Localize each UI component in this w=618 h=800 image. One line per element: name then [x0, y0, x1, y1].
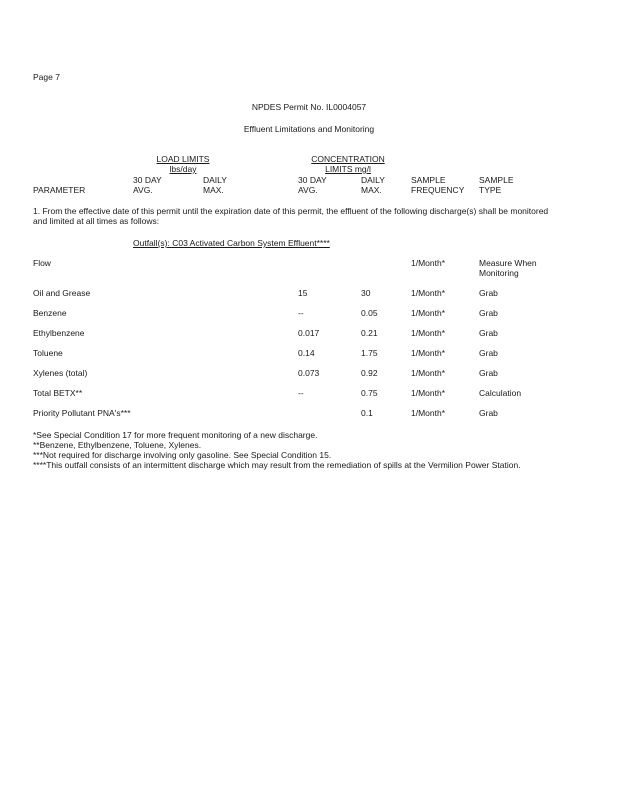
- row-sample-type: Grab: [479, 408, 498, 418]
- row-30day-avg: 0.073: [298, 368, 320, 378]
- page-label: Page 7: [33, 72, 60, 82]
- row-frequency: 1/Month*: [411, 408, 446, 418]
- row-daily-max: 0.92: [361, 368, 378, 378]
- conc-30day-header: 30 DAY: [298, 175, 327, 185]
- load-daily-header: DAILY: [203, 175, 227, 185]
- row-frequency: 1/Month*: [411, 258, 446, 268]
- row-daily-max: 0.21: [361, 328, 378, 338]
- sample-frequency-header: SAMPLE: [411, 175, 446, 185]
- sample-type-sub: TYPE: [479, 185, 502, 195]
- row-30day-avg: 0.017: [298, 328, 320, 338]
- permit-title: NPDES Permit No. IL0004057: [251, 102, 367, 112]
- row-frequency: 1/Month*: [411, 328, 446, 338]
- row-daily-max: 0.75: [361, 388, 378, 398]
- row-parameter: Oil and Grease: [33, 288, 91, 298]
- parameter-header: PARAMETER: [33, 185, 86, 195]
- row-sample-type: Grab: [479, 288, 498, 298]
- conc-daily-sub: MAX.: [361, 185, 382, 195]
- row-frequency: 1/Month*: [411, 288, 446, 298]
- row-frequency: 1/Month*: [411, 348, 446, 358]
- page-subtitle: Effluent Limitations and Monitoring: [243, 124, 375, 134]
- concentration-units: LIMITS mg/l: [325, 164, 371, 174]
- sample-frequency-sub: FREQUENCY: [411, 185, 465, 195]
- row-parameter: Priority Pollutant PNA's***: [33, 408, 131, 418]
- intro-line-1: 1. From the effective date of this permit until the expiration date of this permit, the effluent of the following discharge(s) shall be monitored: [33, 206, 549, 216]
- row-daily-max: 30: [361, 288, 371, 298]
- row-30day-avg: 15: [298, 288, 308, 298]
- row-parameter: Total BETX**: [33, 388, 83, 398]
- row-frequency: 1/Month*: [411, 308, 446, 318]
- row-daily-max: 0.05: [361, 308, 378, 318]
- load-units: lbs/day: [169, 164, 197, 174]
- sample-type-header: SAMPLE: [479, 175, 514, 185]
- row-daily-max: 1.75: [361, 348, 378, 358]
- footnote: *See Special Condition 17 for more frequent monitoring of a new discharge.: [33, 430, 318, 440]
- load-limits-heading: LOAD LIMITS: [156, 154, 210, 164]
- row-frequency: 1/Month*: [411, 368, 446, 378]
- conc-30day-sub: AVG.: [298, 185, 318, 195]
- outfall-title: Outfall(s): C03 Activated Carbon System Effluent****: [133, 238, 330, 248]
- intro-line-2: and limited at all times as follows:: [33, 216, 160, 226]
- footnote: **Benzene, Ethylbenzene, Toluene, Xylenes.: [33, 440, 202, 450]
- footnote: ***Not required for discharge involving only gasoline. See Special Condition 15.: [33, 450, 332, 460]
- row-parameter: Xylenes (total): [33, 368, 88, 378]
- row-daily-max: 0.1: [361, 408, 373, 418]
- conc-daily-header: DAILY: [361, 175, 385, 185]
- row-sample-type: Grab: [479, 308, 498, 318]
- row-sample-type: Calculation: [479, 388, 522, 398]
- load-30day-header: 30 DAY: [133, 175, 162, 185]
- row-parameter: Benzene: [33, 308, 67, 318]
- row-30day-avg: 0.14: [298, 348, 315, 358]
- row-30day-avg: --: [298, 388, 304, 398]
- load-30day-sub: AVG.: [133, 185, 153, 195]
- row-sample-type: Grab: [479, 348, 498, 358]
- row-sample-type: Grab: [479, 368, 498, 378]
- row-frequency: 1/Month*: [411, 388, 446, 398]
- row-sample-type: Grab: [479, 328, 498, 338]
- row-parameter: Ethylbenzene: [33, 328, 85, 338]
- row-parameter: Flow: [33, 258, 51, 268]
- row-parameter: Toluene: [33, 348, 63, 358]
- row-sample-type: Measure When: [479, 258, 537, 268]
- row-sample-type-line2: Monitoring: [479, 268, 519, 278]
- concentration-heading: CONCENTRATION: [311, 154, 385, 164]
- footnote: ****This outfall consists of an intermittent discharge which may result from the remediation of spills at the Vermilion Power Station.: [33, 460, 521, 470]
- load-daily-sub: MAX.: [203, 185, 224, 195]
- row-30day-avg: --: [298, 308, 304, 318]
